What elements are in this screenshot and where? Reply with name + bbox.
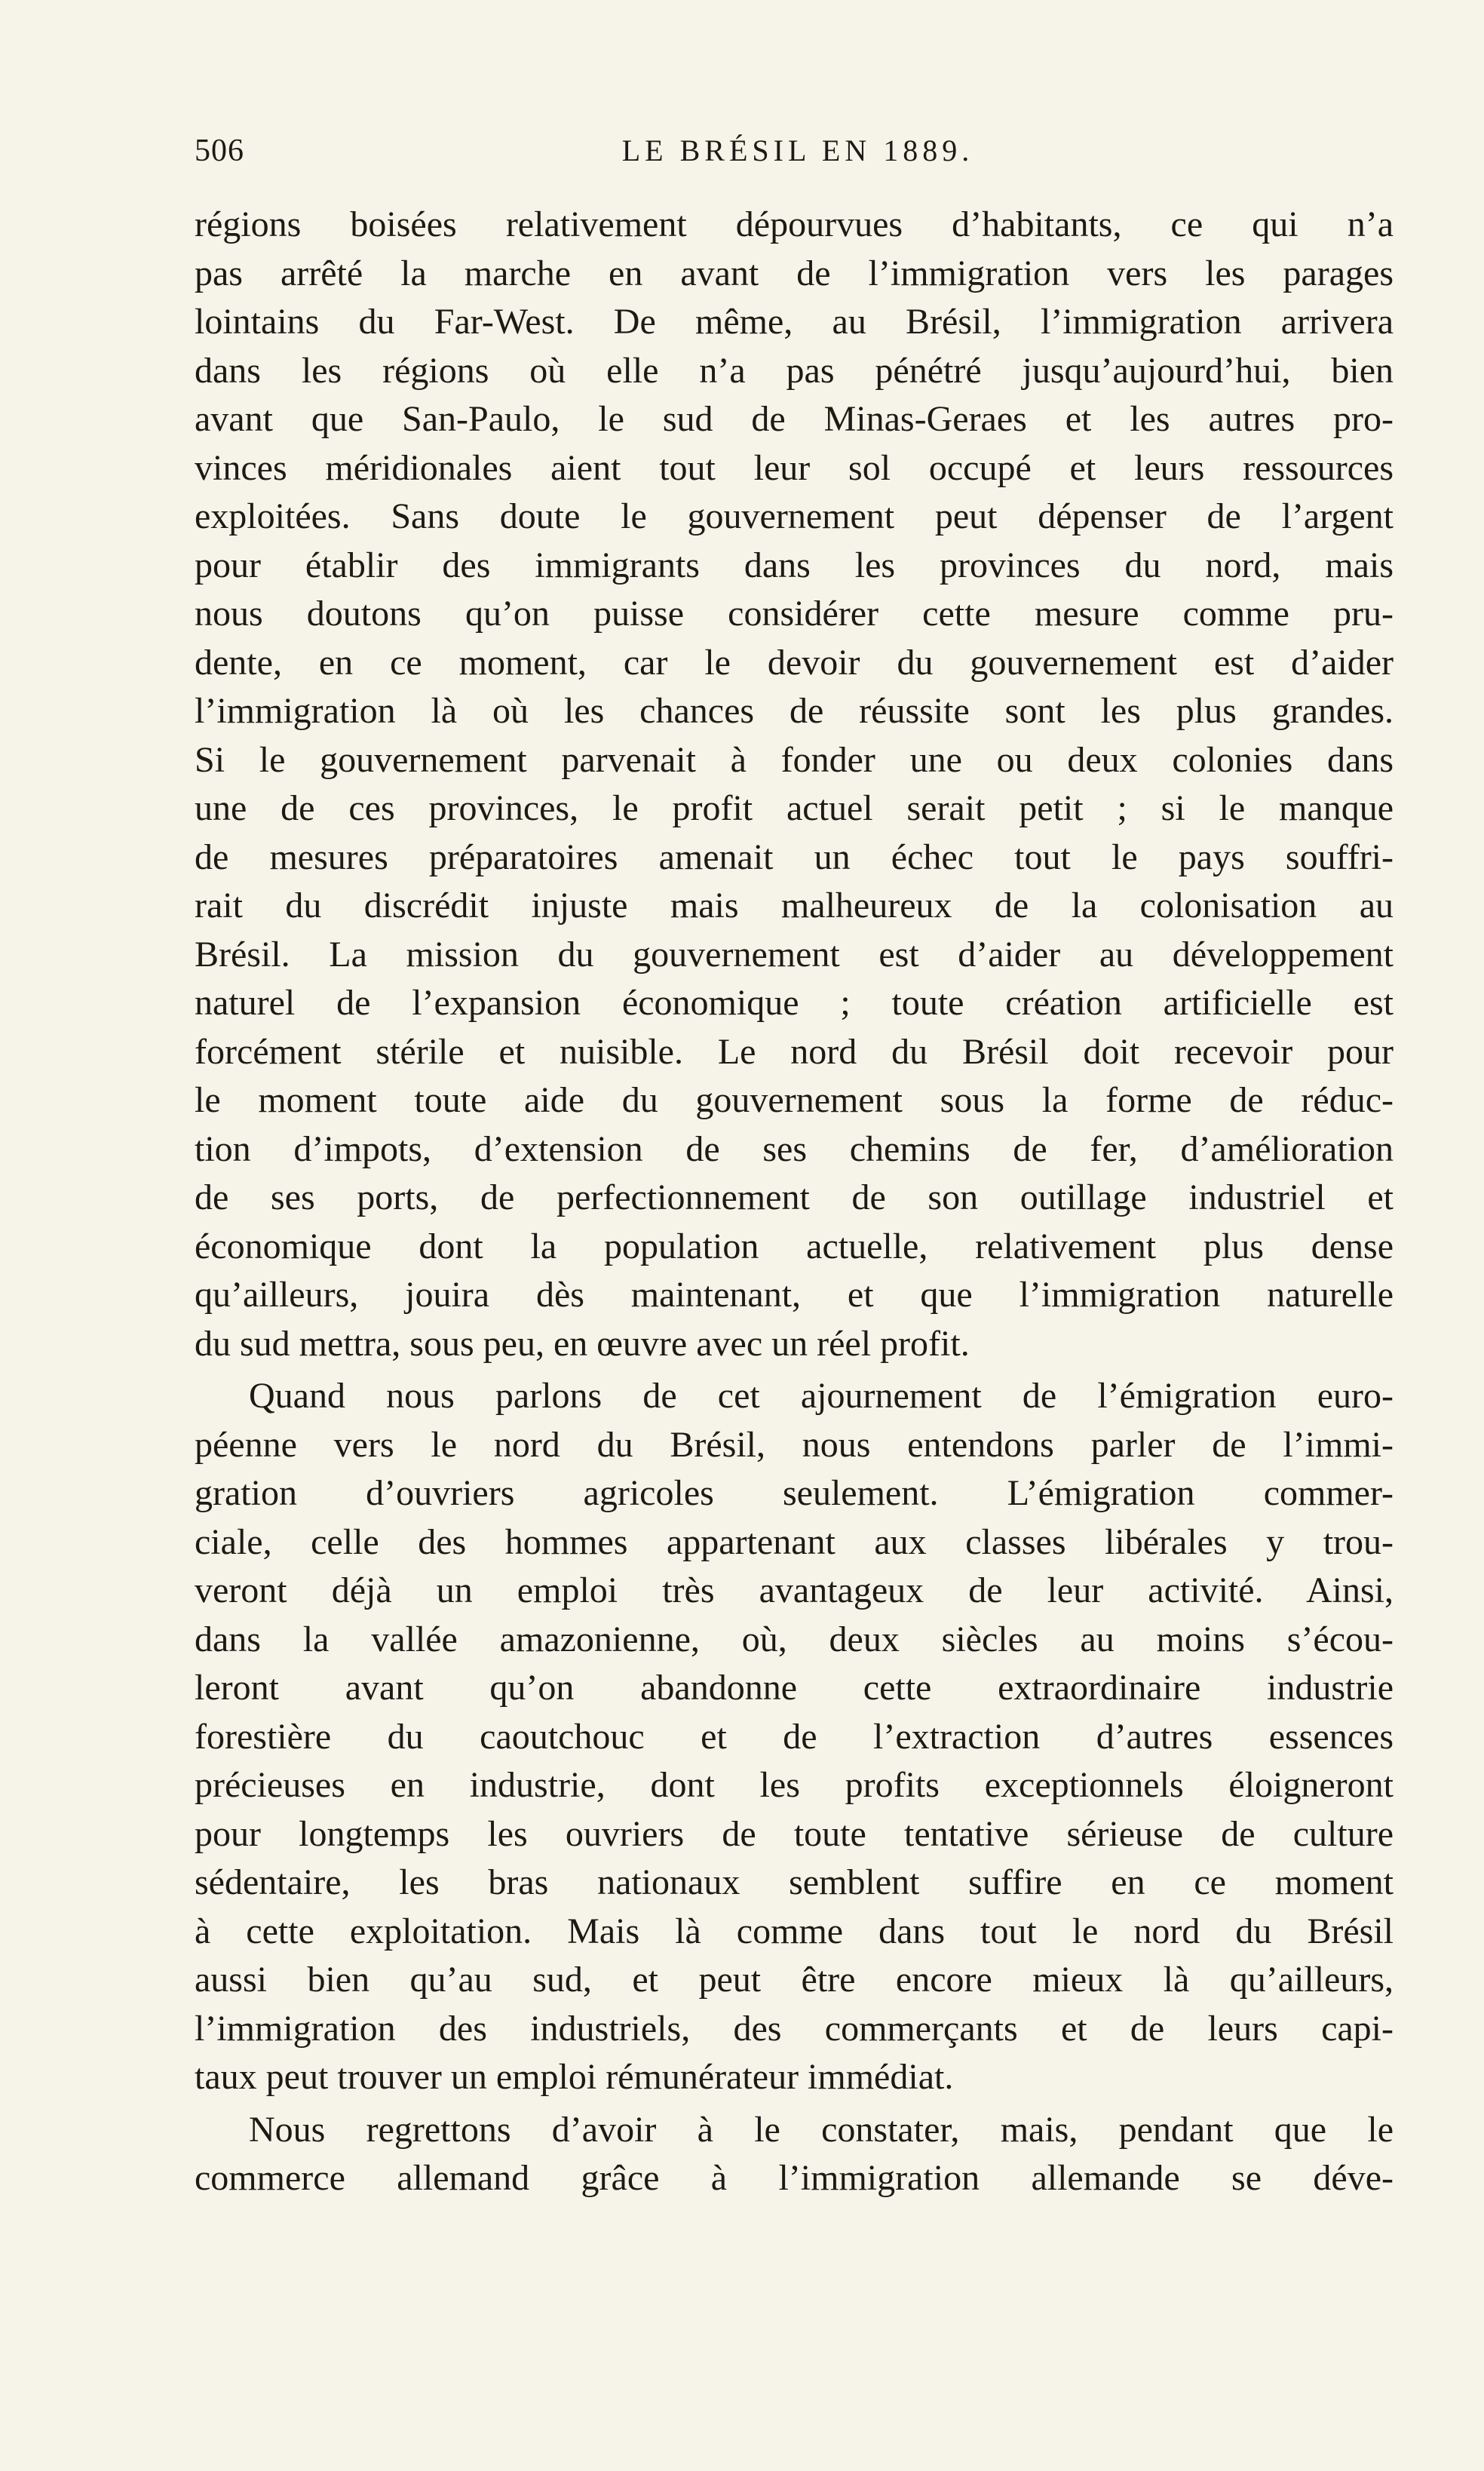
text-line: veront déjà un emploi très avantageux de leur activité. Ainsi,: [195, 1570, 1394, 1610]
running-title: LE BRÉSIL EN 1889.: [621, 134, 974, 167]
text-line: pour longtemps les ouvriers de toute tentative sérieuse de culture: [195, 1813, 1394, 1854]
text-line: le moment toute aide du gouvernement sous la forme de réduc-: [195, 1080, 1394, 1120]
text-line: sédentaire, les bras nationaux semblent suffire en ce moment: [195, 1862, 1394, 1902]
text-line: tion d’impots, d’extension de ses chemins de fer, d’amélioration: [195, 1128, 1394, 1169]
text-line: dans la vallée amazonienne, où, deux siècles au moins s’écou-: [195, 1619, 1394, 1659]
text-line: Brésil. La mission du gouvernement est d’aider au développement: [195, 934, 1394, 975]
text-line: qu’ailleurs, jouira dès maintenant, et que l’immigration naturelle: [195, 1275, 1394, 1315]
text-line: aussi bien qu’au sud, et peut être encore mieux là qu’ailleurs,: [195, 1960, 1394, 2000]
text-line: pour établir des immigrants dans les provinces du nord, mais: [195, 545, 1394, 585]
text-line: à cette exploitation. Mais là comme dans tout le nord du Brésil: [195, 1911, 1394, 1951]
text-line: gration d’ouvriers agricoles seulement. L’émigration commer-: [195, 1473, 1394, 1513]
text-line: une de ces provinces, le profit actuel serait petit ; si le manque: [195, 788, 1394, 828]
text-line: précieuses en industrie, dont les profits exceptionnels éloigneront: [195, 1765, 1394, 1805]
text-line: l’immigration là où les chances de réussite sont les plus grandes.: [195, 691, 1394, 731]
text-line: naturel de l’expansion économique ; toute création artificielle est: [195, 983, 1394, 1023]
text-line: nous doutons qu’on puisse considérer cette mesure comme pru-: [195, 594, 1394, 634]
text-line: dente, en ce moment, car le devoir du gouvernement est d’aider: [195, 642, 1394, 683]
text-line: exploitées. Sans doute le gouvernement peut dépenser de l’argent: [195, 496, 1394, 536]
text-line: forcément stérile et nuisible. Le nord du Brésil doit recevoir pour: [195, 1031, 1394, 1072]
text-line: ciale, celle des hommes appartenant aux classes libérales y trou-: [195, 1521, 1394, 1562]
text-line: Si le gouvernement parvenait à fonder une ou deux colonies dans: [195, 739, 1394, 780]
text-line: économique dont la population actuelle, relativement plus dense: [195, 1226, 1394, 1266]
text-line: régions boisées relativement dépourvues d’habitants, ce qui n’a: [195, 204, 1394, 244]
text-line: forestière du caoutchouc et de l’extraction d’autres essences: [195, 1716, 1394, 1757]
text-line: avant que San-Paulo, le sud de Minas-Geraes et les autres pro-: [195, 399, 1394, 439]
text-line: l’immigration des industriels, des commerçants et de leurs capi-: [195, 2008, 1394, 2049]
text-line: dans les régions où elle n’a pas pénétré jusqu’aujourd’hui, bien: [195, 350, 1394, 391]
text-line: Nous regrettons d’avoir à le constater, mais, pendant que le: [249, 2109, 1394, 2150]
text-line: taux peut trouver un emploi rémunérateur immédiat.: [195, 2057, 954, 2097]
text-line: leront avant qu’on abandonne cette extraordinaire industrie: [195, 1668, 1394, 1708]
running-head: [195, 133, 1394, 178]
text-line: commerce allemand grâce à l’immigration allemande se déve-: [195, 2158, 1394, 2198]
text-line: vinces méridionales aient tout leur sol occupé et leurs ressources: [195, 447, 1394, 488]
text-line: rait du discrédit injuste mais malheureux de la colonisation au: [195, 886, 1394, 925]
text-line: lointains du Far-West. De même, au Brésil, l’immigration arrivera: [195, 302, 1394, 342]
text-line: de ses ports, de perfectionnement de son outillage industriel et: [195, 1177, 1394, 1217]
text-line: de mesures préparatoires amenait un échec tout le pays souffri-: [195, 836, 1394, 877]
text-line: pas arrêté la marche en avant de l’immigration vers les parages: [195, 253, 1394, 293]
text-line: péenne vers le nord du Brésil, nous entendons parler de l’immi-: [195, 1424, 1394, 1465]
body-text: [195, 201, 1394, 2203]
text-line: Quand nous parlons de cet ajournement de l’émigration euro-: [249, 1376, 1394, 1416]
text-line: du sud mettra, sous peu, en œuvre avec un réel profit.: [195, 1323, 970, 1364]
page-number: 506: [195, 134, 244, 168]
